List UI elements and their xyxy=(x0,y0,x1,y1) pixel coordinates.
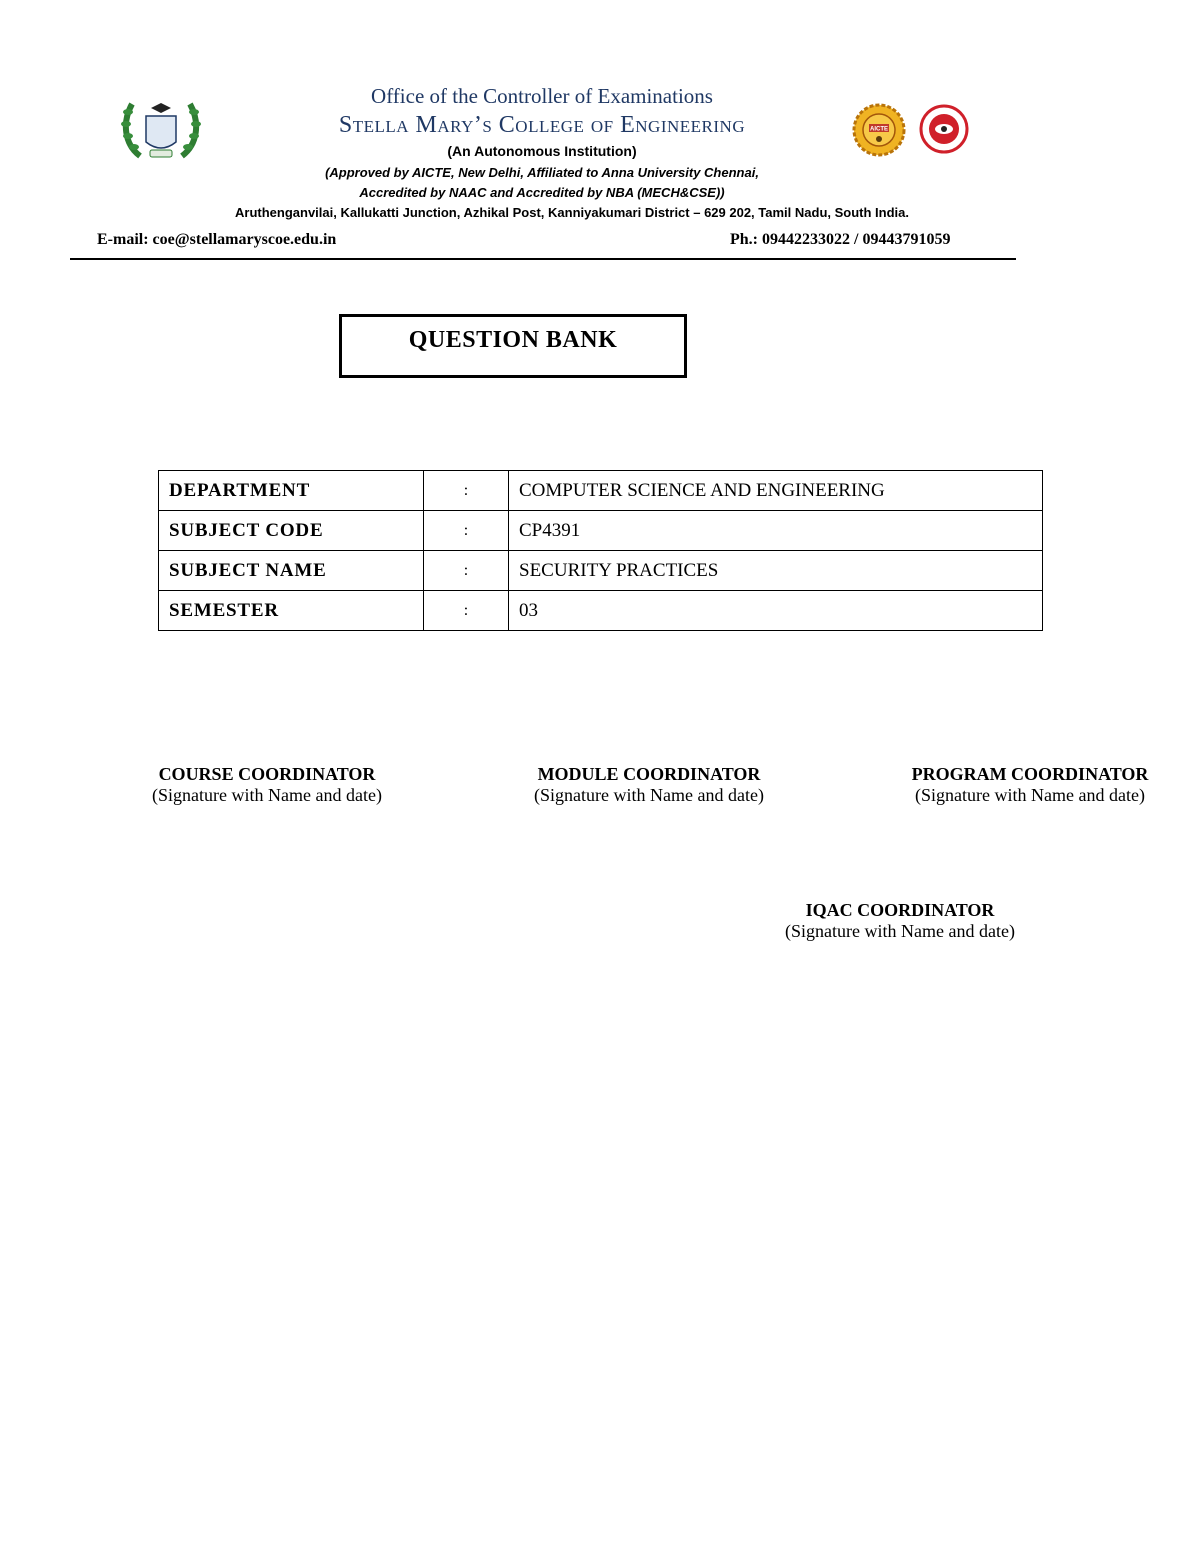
table-row xyxy=(159,551,1043,591)
info-separator: : xyxy=(424,511,509,551)
phone-contact: Ph.: 09442233022 / 09443791059 xyxy=(730,231,951,248)
table-row xyxy=(159,591,1043,631)
info-separator: : xyxy=(424,551,509,591)
email-contact: E-mail: coe@stellamaryscoe.edu.in xyxy=(97,231,337,248)
signature-note: (Signature with Name and date) xyxy=(534,785,764,805)
info-value: SECURITY PRACTICES xyxy=(509,551,1043,591)
info-value: COMPUTER SCIENCE AND ENGINEERING xyxy=(509,471,1043,511)
info-key: SUBJECT CODE xyxy=(159,511,424,551)
iqac-coordinator-signature xyxy=(750,900,1050,942)
info-value: 03 xyxy=(509,591,1043,631)
signature-role: MODULE COORDINATOR xyxy=(537,764,761,784)
info-separator: : xyxy=(424,471,509,511)
college-crest-icon xyxy=(118,94,204,164)
aicte-seal-icon xyxy=(850,103,908,157)
signature-role: COURSE COORDINATOR xyxy=(158,764,376,784)
course-info-table xyxy=(158,470,1043,631)
office-heading: Office of the Controller of Examinations xyxy=(371,84,713,108)
info-key: DEPARTMENT xyxy=(159,471,424,511)
info-key: SUBJECT NAME xyxy=(159,551,424,591)
autonomous-status: (An Autonomous Institution) xyxy=(447,143,637,159)
signature-role: IQAC COORDINATOR xyxy=(805,900,995,920)
title-box xyxy=(339,314,687,378)
approval-line-2: Accredited by NAAC and Accredited by NBA (MECH&CSE)) xyxy=(359,185,725,200)
nba-seal-icon xyxy=(916,103,972,155)
signature-note: (Signature with Name and date) xyxy=(915,785,1145,805)
signature-note: (Signature with Name and date) xyxy=(785,921,1015,941)
module-coordinator-signature xyxy=(494,764,804,806)
table-row xyxy=(159,511,1043,551)
approval-line-1: (Approved by AICTE, New Delhi, Affiliated to Anna University Chennai, xyxy=(325,165,759,180)
course-coordinator-signature xyxy=(112,764,422,806)
signature-note: (Signature with Name and date) xyxy=(152,785,382,805)
college-name: Stella Mary’s College of Engineering xyxy=(338,112,746,138)
program-coordinator-signature xyxy=(880,764,1180,806)
header-divider xyxy=(70,258,1016,260)
signature-role: PROGRAM COORDINATOR xyxy=(911,764,1149,784)
info-key: SEMESTER xyxy=(159,591,424,631)
college-address: Aruthenganvilai, Kallukatti Junction, Azhikal Post, Kanniyakumari District – 629 202, Tamil Nadu, South India. xyxy=(235,205,909,220)
aicte-seal-label: AICTE xyxy=(870,126,888,133)
info-separator: : xyxy=(424,591,509,631)
table-row xyxy=(159,471,1043,511)
info-value: CP4391 xyxy=(509,511,1043,551)
page-title: QUESTION BANK xyxy=(408,327,618,353)
